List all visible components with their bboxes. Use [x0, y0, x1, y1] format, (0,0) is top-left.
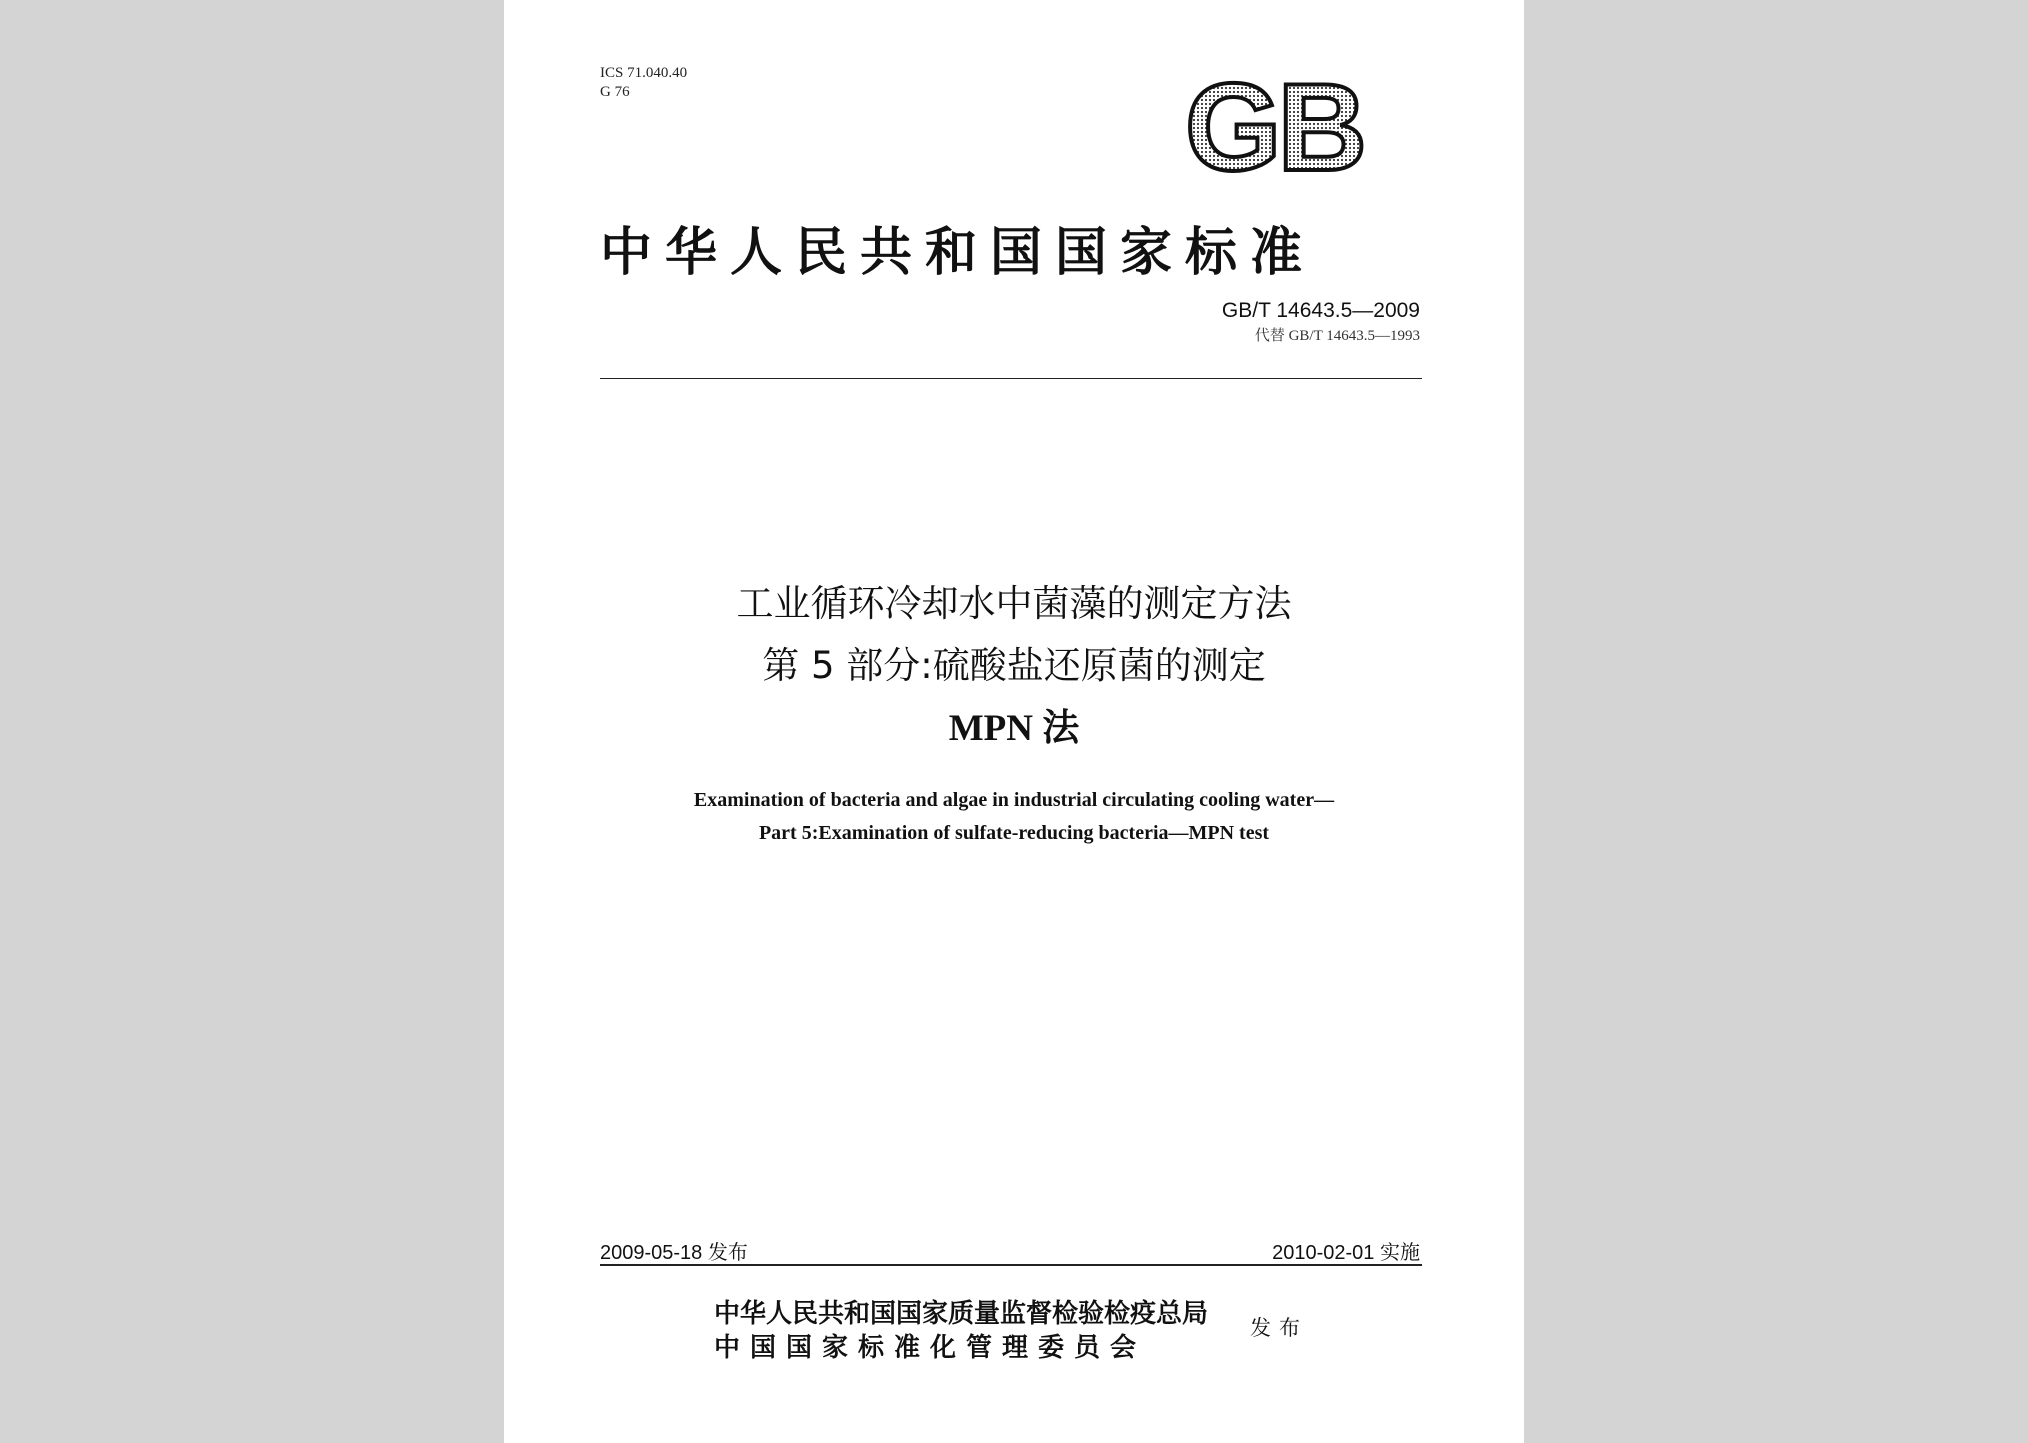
chinese-title-line-2: 第 5 部分:硫酸盐还原菌的测定 — [762, 644, 1266, 687]
issuer-aqsiq: 中华人民共和国国家质量监督检验检疫总局 — [714, 1299, 1209, 1329]
publish-label: 发布 — [1250, 1316, 1308, 1340]
replaces-standard: 代替 GB/T 14643.5—1993 — [1254, 328, 1420, 344]
standard-cover-page — [504, 0, 1524, 1443]
english-title-line-1: Examination of bacteria and algae in industrial circulating cooling water— — [693, 789, 1335, 811]
ccs-code: G 76 — [600, 84, 630, 100]
top-divider — [600, 378, 1422, 379]
classification-codes — [600, 64, 687, 102]
national-standard-title: 中华人民共和国国家标准 — [600, 222, 1316, 283]
chinese-title-line-1: 工业循环冷却水中菌藻的测定方法 — [736, 582, 1292, 625]
issuer-sac: 中国国家标准化管理委员会 — [714, 1333, 1147, 1363]
gb-logo-lettering: GB — [1185, 74, 1363, 182]
standard-number: GB/T 14643.5—2009 — [1221, 299, 1420, 322]
ics-code: ICS 71.040.40 — [600, 65, 688, 81]
implementation-date: 2010-02-01 实施 — [1272, 1242, 1420, 1264]
chinese-title-line-3: MPN 法 — [948, 708, 1080, 749]
english-title-line-2: Part 5:Examination of sulfate-reducing bacteria—MPN test — [758, 822, 1270, 844]
gb-logo — [1172, 74, 1376, 182]
bottom-divider — [600, 1264, 1422, 1266]
issue-date: 2009-05-18 发布 — [600, 1242, 748, 1264]
